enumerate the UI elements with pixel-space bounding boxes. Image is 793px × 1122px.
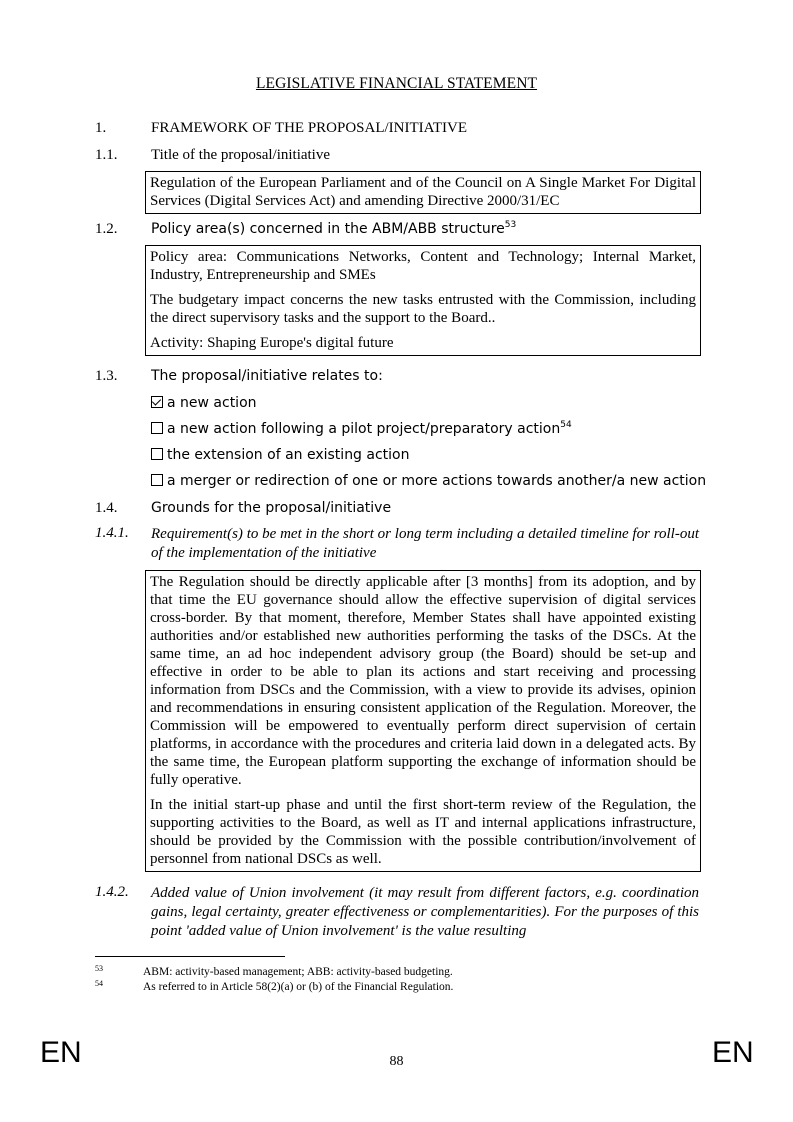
requirements-box: [145, 570, 701, 872]
option-label: a new action: [167, 395, 257, 411]
language-code-right: EN: [712, 1036, 754, 1069]
section-title: [151, 221, 516, 237]
section-number: 1.: [95, 120, 107, 136]
option-label: a new action following a pilot project/preparatory action: [167, 421, 561, 437]
language-code-left: EN: [40, 1036, 82, 1069]
option-merger[interactable]: [151, 473, 706, 489]
policy-area-text: Policy area: Communications Networks, Content and Technology; Internal Market, Industry, Entrepreneurship and SMEs: [150, 249, 696, 283]
requirements-heading: Requirement(s) to be met in the short or long term including a detailed timeline for roll-out of the implementation of the initiative: [151, 526, 699, 561]
option-new-action[interactable]: [151, 395, 257, 411]
option-label: the extension of an existing action: [167, 447, 410, 463]
section-number: 1.1.: [95, 147, 118, 163]
footnote-text: ABM: activity-based management; ABB: activity-based budgeting.: [143, 966, 453, 978]
policy-area-box: [145, 245, 701, 356]
empty-checkbox-icon[interactable]: [151, 448, 163, 460]
section-number: 1.2.: [95, 221, 118, 237]
section-number: 1.4.2.: [95, 884, 129, 900]
section-title: The proposal/initiative relates to:: [151, 368, 383, 384]
section-title-text: Policy area(s) concerned in the ABM/ABB structure: [151, 221, 505, 237]
page-number: 88: [389, 1054, 404, 1069]
footnote-text: As referred to in Article 58(2)(a) or (b) of the Financial Regulation.: [143, 981, 454, 993]
footnote-ref-53[interactable]: 53: [504, 220, 517, 230]
document-title: LEGISLATIVE FINANCIAL STATEMENT: [255, 75, 538, 92]
footnote-ref-54[interactable]: 54: [560, 420, 572, 430]
section-title: FRAMEWORK OF THE PROPOSAL/INITIATIVE: [151, 120, 467, 136]
footnote-separator: [95, 956, 285, 957]
title-box: [145, 171, 701, 214]
empty-checkbox-icon[interactable]: [151, 422, 163, 434]
checked-checkbox-icon[interactable]: [151, 396, 163, 408]
section-number: 1.4.1.: [95, 525, 129, 541]
title-text: Regulation of the European Parliament and of the Council on A Single Market For Digital Services (Digital Services Act) and amending Directive 2000/31/EC: [150, 175, 696, 209]
option-label: a merger or redirection of one or more actions towards another/a new action: [167, 473, 707, 489]
option-extension[interactable]: [151, 447, 410, 463]
section-title: Grounds for the proposal/initiative: [151, 500, 392, 516]
footnote-number: 54: [95, 979, 103, 988]
budgetary-impact-text: The budgetary impact concerns the new tasks entrusted with the Commission, including the direct supervisory tasks and the support to the Board..: [150, 292, 696, 326]
activity-text: Activity: Shaping Europe's digital future: [150, 335, 394, 351]
added-value-heading: Added value of Union involvement (it may result from different factors, e.g. coordination gains, legal certainty, greater effectiveness or complementarities). For the purposes of this point 'added value of Union involvement' is the value resulting: [151, 885, 699, 939]
requirements-text-1: The Regulation should be directly applicable after [3 months] from its adoption, and by that time the EU governance should allow the effective supervision of digital services cross-border. By that moment, therefore, Member States shall have appointed existing authorities and/or established new authorities performing the tasks of the DSCs. At the same time, an ad hoc independent advisory group (the Board) should be set-up and effective in order to be able to plan its actions and start receiving and processing information from DSCs and the Commission, with a view to provide its advises, opinion and recommendations in ensuring consistent application of the Regulation. Moreover, the Commission will be empowered to eventually perform direct supervision of certain platforms, in accordance with the procedures and criteria laid down in a delegated acts. By the same time, the European platform supporting the exchange of information should be fully operative.: [150, 574, 696, 788]
empty-checkbox-icon[interactable]: [151, 474, 163, 486]
requirements-text-2: In the initial start-up phase and until the first short-term review of the Regulation, the supporting activities to the Board, as well as IT and internal applications infrastructure, should be provided by the Commission with the possible contribution/involvement of personnel from national DSCs as well.: [150, 797, 696, 867]
option-pilot-project[interactable]: [151, 421, 572, 437]
section-number: 1.3.: [95, 368, 118, 384]
footnote-number: 53: [95, 964, 103, 973]
section-title: Title of the proposal/initiative: [151, 147, 331, 163]
section-number: 1.4.: [95, 500, 118, 516]
